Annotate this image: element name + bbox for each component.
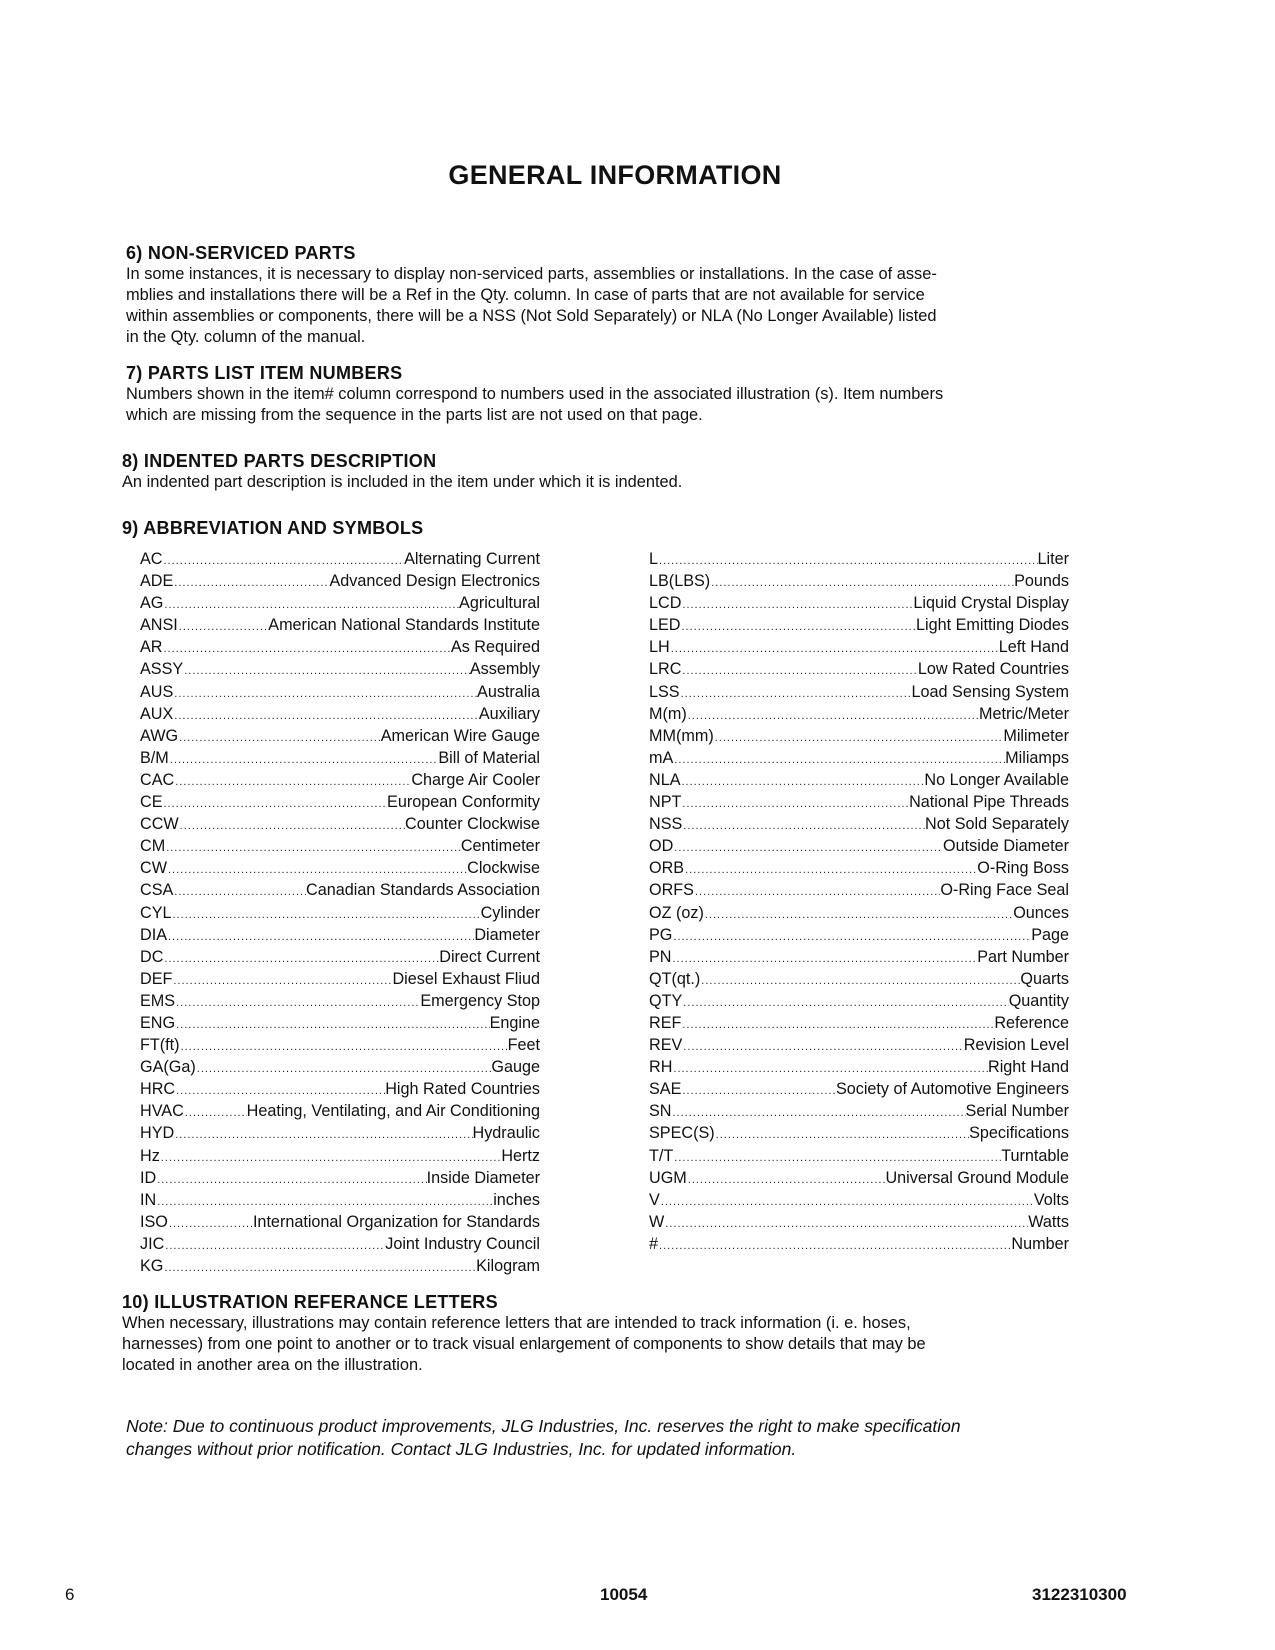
dot-leader xyxy=(160,1152,502,1164)
abbreviation-code: MM(mm) xyxy=(649,726,714,745)
paragraph-line: When necessary, illustrations may contain reference letters that are intended to track information (i. e. hoses, xyxy=(122,1314,911,1332)
abbreviation-meaning: No Longer Available xyxy=(924,770,1069,789)
abbreviation-row xyxy=(649,881,1069,903)
section-non-serviced-parts xyxy=(126,243,1086,348)
abbreviation-meaning: Society of Automotive Engineers xyxy=(835,1080,1069,1099)
abbreviation-code: NPT xyxy=(649,793,682,812)
dot-leader xyxy=(173,577,329,589)
dot-leader xyxy=(163,1262,476,1274)
dot-leader xyxy=(658,555,1037,567)
abbreviation-meaning: O-Ring Face Seal xyxy=(940,881,1069,900)
section-abbreviations-heading xyxy=(122,518,1082,539)
abbreviation-row xyxy=(649,793,1069,815)
abbreviation-code: mA xyxy=(649,748,674,767)
abbreviation-code: CM xyxy=(140,837,166,856)
abbreviation-meaning: As Required xyxy=(450,638,540,657)
abbreviation-meaning: O-Ring Boss xyxy=(977,859,1069,878)
abbreviation-code: # xyxy=(649,1234,659,1253)
dot-leader xyxy=(682,997,1008,1009)
note-line: Note: Due to continuous product improvements, JLG Industries, Inc. reserves the right to make specification xyxy=(126,1416,961,1436)
footer-page-number: 6 xyxy=(65,1585,75,1604)
dot-leader xyxy=(163,953,439,965)
abbreviation-row xyxy=(140,1080,540,1102)
abbreviation-code: Hz xyxy=(140,1146,160,1165)
abbreviation-meaning: American Wire Gauge xyxy=(380,726,540,745)
abbreviation-row xyxy=(649,1124,1069,1146)
paragraph-line: within assemblies or components, there will be a NSS (Not Sold Separately) or NLA (No Longer Available) listed xyxy=(126,307,937,325)
abbreviation-row xyxy=(649,1036,1069,1058)
abbreviation-row xyxy=(140,1014,540,1036)
abbreviation-row xyxy=(140,1213,540,1235)
abbreviation-meaning: Alternating Current xyxy=(404,550,540,568)
note xyxy=(126,1415,1126,1461)
abbreviation-meaning: Quantity xyxy=(1008,991,1069,1010)
abbreviation-code: HRC xyxy=(140,1080,176,1099)
abbreviation-meaning: Bill of Material xyxy=(438,748,540,767)
abbreviation-meaning: Page xyxy=(1031,925,1069,944)
abbreviation-meaning: Pounds xyxy=(1014,572,1069,591)
dot-leader xyxy=(681,1019,994,1031)
abbreviation-meaning: Universal Ground Module xyxy=(885,1168,1069,1187)
abbreviation-code: ADE xyxy=(140,572,174,591)
abbreviation-row xyxy=(140,948,540,970)
abbreviation-code: LB(LBS) xyxy=(649,572,711,591)
dot-leader xyxy=(168,1218,253,1230)
section-heading: 7) PARTS LIST ITEM NUMBERS xyxy=(126,363,403,383)
dot-leader xyxy=(682,820,925,832)
abbreviation-code: AG xyxy=(140,594,164,613)
abbreviation-meaning: Charge Air Cooler xyxy=(411,770,540,789)
abbreviation-meaning: Load Sensing System xyxy=(911,682,1069,701)
dot-leader xyxy=(175,997,420,1009)
abbreviation-row xyxy=(140,1257,540,1279)
dot-leader xyxy=(682,1041,963,1053)
abbreviation-row xyxy=(649,749,1069,771)
abbreviation-meaning: Inside Diameter xyxy=(426,1168,540,1187)
abbreviation-code: CSA xyxy=(140,881,174,900)
abbreviation-meaning: Ounces xyxy=(1013,903,1069,922)
dot-leader xyxy=(163,555,405,567)
abbreviation-meaning: Australia xyxy=(477,682,540,701)
abbreviation-row xyxy=(140,1191,540,1213)
abbreviation-row xyxy=(649,1169,1069,1191)
abbreviation-row xyxy=(649,1014,1069,1036)
abbreviation-meaning: Metric/Meter xyxy=(979,704,1069,723)
abbreviation-row xyxy=(649,660,1069,682)
dot-leader xyxy=(180,1041,508,1053)
abbreviation-meaning: Outside Diameter xyxy=(943,837,1069,856)
abbreviation-row xyxy=(140,705,540,727)
abbreviation-code: AUS xyxy=(140,682,174,701)
paragraph-line: which are missing from the sequence in the parts list are not used on that page. xyxy=(126,406,703,424)
abbreviation-meaning: Serial Number xyxy=(965,1102,1069,1121)
dot-leader xyxy=(664,1218,1028,1230)
dot-leader xyxy=(687,710,979,722)
abbreviation-row xyxy=(649,815,1069,837)
abbreviation-code: DEF xyxy=(140,969,173,988)
abbreviation-code: PG xyxy=(649,925,673,944)
abbreviation-meaning: Cylinder xyxy=(480,903,540,922)
abbreviation-meaning: Turntable xyxy=(1001,1146,1069,1165)
paragraph-line: In some instances, it is necessary to display non-serviced parts, assemblies or installations. In the case of asse- xyxy=(126,265,937,283)
abbreviation-code: ENG xyxy=(140,1013,176,1032)
dot-leader xyxy=(684,864,977,876)
dot-leader xyxy=(172,909,481,921)
dot-leader xyxy=(681,665,917,677)
abbreviation-meaning: Watts xyxy=(1028,1212,1069,1231)
dot-leader xyxy=(163,798,388,810)
abbreviation-row xyxy=(140,771,540,793)
abbreviation-code: AUX xyxy=(140,704,174,723)
abbreviation-row xyxy=(140,1102,540,1124)
note-line: changes without prior notification. Contact JLG Industries, Inc. for updated information. xyxy=(126,1439,797,1459)
abbreviation-row xyxy=(649,550,1069,572)
paragraph-line: Numbers shown in the item# column correspond to numbers used in the associated illustration (s). Item numbers xyxy=(126,385,944,403)
abbreviation-meaning: Quarts xyxy=(1020,969,1069,988)
abbreviation-code: EMS xyxy=(140,991,176,1010)
abbreviation-row xyxy=(649,904,1069,926)
abbreviation-code: ORFS xyxy=(649,881,694,900)
dot-leader xyxy=(694,886,940,898)
abbreviation-code: ORB xyxy=(649,859,685,878)
abbreviation-code: T/T xyxy=(649,1146,674,1165)
dot-leader xyxy=(672,1063,988,1075)
dot-leader xyxy=(174,1129,472,1141)
abbreviation-row xyxy=(140,793,540,815)
abbreviation-row xyxy=(649,970,1069,992)
dot-leader xyxy=(169,754,439,766)
abbreviation-code: SPEC(S) xyxy=(649,1124,715,1143)
abbreviation-row xyxy=(140,837,540,859)
dot-leader xyxy=(163,643,451,655)
dot-leader xyxy=(672,931,1031,943)
section-heading: 8) INDENTED PARTS DESCRIPTION xyxy=(122,451,437,471)
abbreviation-row xyxy=(140,1058,540,1080)
abbreviation-meaning: Emergency Stop xyxy=(420,991,540,1010)
abbreviation-code: DIA xyxy=(140,925,167,944)
abbreviation-code: AWG xyxy=(140,726,179,745)
paragraph-line: mblies and installations there will be a Ref in the Qty. column. In case of parts that are not available for service xyxy=(126,286,925,304)
dot-leader xyxy=(173,688,477,700)
dot-leader xyxy=(184,1107,247,1119)
abbreviation-meaning: Miliamps xyxy=(1005,748,1069,767)
abbreviation-row xyxy=(140,638,540,660)
abbreviation-code: QTY xyxy=(649,991,683,1010)
dot-leader xyxy=(673,754,1005,766)
abbreviation-code: W xyxy=(649,1212,665,1231)
abbreviation-code: FT(ft) xyxy=(140,1036,180,1055)
abbreviation-meaning: Direct Current xyxy=(439,947,540,966)
abbreviation-meaning: Counter Clockwise xyxy=(405,815,540,834)
abbreviation-meaning: Centimeter xyxy=(460,837,540,856)
abbreviation-row xyxy=(649,1102,1069,1124)
abbreviation-meaning: Auxiliary xyxy=(478,704,540,723)
abbreviation-row xyxy=(140,926,540,948)
abbreviation-row xyxy=(140,550,540,572)
dot-leader xyxy=(179,820,405,832)
abbreviation-code: LH xyxy=(649,638,670,657)
abbreviation-row xyxy=(140,1235,540,1257)
abbreviation-meaning: Volts xyxy=(1033,1190,1069,1209)
abbreviation-meaning: Diameter xyxy=(474,925,540,944)
abbreviation-code: M(m) xyxy=(649,704,687,723)
dot-leader xyxy=(173,710,479,722)
abbreviation-meaning: Kilogram xyxy=(476,1257,540,1275)
dot-leader xyxy=(178,732,381,744)
dot-leader xyxy=(673,842,943,854)
abbreviation-meaning: Number xyxy=(1011,1234,1069,1253)
section-heading: 9) ABBREVIATION AND SYMBOLS xyxy=(122,518,424,538)
abbreviation-meaning: Part Number xyxy=(977,947,1069,966)
abbreviation-code: CE xyxy=(140,793,163,812)
dot-leader xyxy=(178,621,268,633)
abbreviation-row xyxy=(649,1213,1069,1235)
dot-leader xyxy=(681,1085,836,1097)
section-indented-parts-description xyxy=(122,451,1082,493)
dot-leader xyxy=(672,1107,966,1119)
abbreviation-list-right xyxy=(649,550,1069,1257)
abbreviation-row xyxy=(649,948,1069,970)
abbreviation-code: ASSY xyxy=(140,660,184,679)
abbreviation-code: JIC xyxy=(140,1234,165,1253)
abbreviation-row xyxy=(140,660,540,682)
abbreviation-row xyxy=(140,572,540,594)
abbreviation-code: HYD xyxy=(140,1124,175,1143)
abbreviation-row xyxy=(140,881,540,903)
dot-leader xyxy=(173,886,306,898)
abbreviation-meaning: American National Standards Institute xyxy=(268,616,540,635)
abbreviation-row xyxy=(140,815,540,837)
abbreviation-code: CCW xyxy=(140,815,179,834)
abbreviation-meaning: Engine xyxy=(489,1013,540,1032)
abbreviation-meaning: Liter xyxy=(1037,550,1069,568)
abbreviation-code: LRC xyxy=(649,660,682,679)
footer-center-code: 10054 xyxy=(600,1585,648,1604)
abbreviation-list-left xyxy=(140,550,540,1279)
abbreviation-code: AC xyxy=(140,550,163,568)
abbreviation-code: REF xyxy=(649,1013,682,1032)
abbreviation-meaning: Agricultural xyxy=(459,594,540,613)
dot-leader xyxy=(183,665,470,677)
abbreviation-row xyxy=(649,1191,1069,1213)
abbreviation-meaning: Light Emitting Diodes xyxy=(916,616,1069,635)
abbreviation-row xyxy=(649,1058,1069,1080)
abbreviation-meaning: National Pipe Threads xyxy=(909,793,1069,812)
abbreviation-meaning: Liquid Crystal Display xyxy=(913,594,1069,613)
abbreviation-row xyxy=(649,683,1069,705)
abbreviation-row xyxy=(649,638,1069,660)
abbreviation-code: HVAC xyxy=(140,1102,184,1121)
abbreviation-row xyxy=(140,992,540,1014)
abbreviation-code: SAE xyxy=(649,1080,682,1099)
abbreviation-code: REV xyxy=(649,1036,683,1055)
dot-leader xyxy=(680,688,912,700)
abbreviation-row xyxy=(140,904,540,926)
abbreviation-code: QT(qt.) xyxy=(649,969,701,988)
abbreviation-code: CYL xyxy=(140,903,172,922)
dot-leader xyxy=(172,975,392,987)
dot-leader xyxy=(658,1240,1011,1252)
dot-leader xyxy=(681,798,909,810)
dot-leader xyxy=(673,1152,1001,1164)
abbreviation-row xyxy=(649,727,1069,749)
abbreviation-meaning: Diesel Exhaust Fliud xyxy=(392,969,540,988)
abbreviation-meaning: Gauge xyxy=(491,1058,540,1077)
abbreviation-row xyxy=(140,683,540,705)
paragraph-line: in the Qty. column of the manual. xyxy=(126,328,366,346)
abbreviation-meaning: Reference xyxy=(994,1013,1069,1032)
dot-leader xyxy=(156,1196,493,1208)
dot-leader xyxy=(681,621,917,633)
dot-leader xyxy=(163,599,459,611)
abbreviation-meaning: Milimeter xyxy=(1003,726,1069,745)
abbreviation-row xyxy=(649,594,1069,616)
abbreviation-row xyxy=(140,1147,540,1169)
abbreviation-code: UGM xyxy=(649,1168,687,1187)
paragraph-line: located in another area on the illustration. xyxy=(122,1356,423,1374)
abbreviation-code: NSS xyxy=(649,815,683,834)
abbreviation-code: V xyxy=(649,1190,660,1209)
abbreviation-code: LED xyxy=(649,616,681,635)
dot-leader xyxy=(175,1019,490,1031)
abbreviation-row xyxy=(140,1036,540,1058)
dot-leader xyxy=(700,975,1020,987)
abbreviation-code: GA(Ga) xyxy=(140,1058,196,1077)
abbreviation-row xyxy=(649,992,1069,1014)
dot-leader xyxy=(165,842,461,854)
abbreviation-code: OZ (oz) xyxy=(649,903,704,922)
dot-leader xyxy=(660,1196,1034,1208)
abbreviation-meaning: Revision Level xyxy=(963,1036,1069,1055)
abbreviation-code: SN xyxy=(649,1102,672,1121)
abbreviation-code: LCD xyxy=(649,594,682,613)
dot-leader xyxy=(167,931,474,943)
abbreviation-row xyxy=(649,1080,1069,1102)
abbreviation-meaning: High Rated Countries xyxy=(385,1080,540,1099)
dot-leader xyxy=(681,599,913,611)
abbreviation-row xyxy=(649,771,1069,793)
paragraph-line: harnesses) from one point to another or to track visual enlargement of components to show details that may be xyxy=(122,1335,926,1353)
dot-leader xyxy=(681,776,925,788)
dot-leader xyxy=(670,643,999,655)
abbreviation-code: AR xyxy=(140,638,163,657)
abbreviation-code: RH xyxy=(649,1058,673,1077)
dot-leader xyxy=(164,1240,385,1252)
abbreviation-meaning: International Organization for Standards xyxy=(252,1212,540,1231)
abbreviation-meaning: inches xyxy=(493,1190,540,1209)
abbreviation-meaning: Not Sold Separately xyxy=(925,815,1069,834)
abbreviation-meaning: Right Hand xyxy=(988,1058,1069,1077)
abbreviation-code: OD xyxy=(649,837,674,856)
abbreviation-meaning: Hertz xyxy=(501,1146,540,1165)
section-heading: 10) ILLUSTRATION REFERANCE LETTERS xyxy=(122,1292,498,1312)
abbreviation-row xyxy=(649,1235,1069,1257)
abbreviation-meaning: Hydraulic xyxy=(472,1124,540,1143)
dot-leader xyxy=(715,1129,969,1141)
abbreviation-meaning: Feet xyxy=(507,1036,540,1055)
section-illustration-reference-letters xyxy=(122,1292,1082,1376)
dot-leader xyxy=(710,577,1014,589)
abbreviation-code: ISO xyxy=(140,1212,168,1231)
abbreviation-code: DC xyxy=(140,947,164,966)
dot-leader xyxy=(174,776,411,788)
abbreviation-meaning: Heating, Ventilating, and Air Conditioning xyxy=(246,1102,540,1121)
section-parts-list-item-numbers xyxy=(126,363,1086,426)
abbreviation-meaning: Left Hand xyxy=(998,638,1069,657)
section-heading: 6) NON-SERVICED PARTS xyxy=(126,243,356,263)
abbreviation-code: IN xyxy=(140,1190,157,1209)
abbreviation-code: KG xyxy=(140,1257,164,1275)
abbreviation-code: CW xyxy=(140,859,167,878)
abbreviation-row xyxy=(140,616,540,638)
abbreviation-row xyxy=(649,837,1069,859)
abbreviation-row xyxy=(649,1147,1069,1169)
abbreviation-code: L xyxy=(649,550,659,568)
abbreviation-row xyxy=(649,616,1069,638)
dot-leader xyxy=(156,1174,426,1186)
dot-leader xyxy=(672,953,978,965)
abbreviation-row xyxy=(649,859,1069,881)
abbreviation-row xyxy=(140,1124,540,1146)
footer-document-number: 3122310300 xyxy=(1032,1585,1127,1604)
abbreviation-code: ID xyxy=(140,1168,157,1187)
dot-leader xyxy=(704,909,1013,921)
abbreviation-code: PN xyxy=(649,947,672,966)
abbreviation-meaning: European Conformity xyxy=(387,793,540,812)
abbreviation-meaning: Advanced Design Electronics xyxy=(329,572,540,591)
abbreviation-row xyxy=(140,594,540,616)
abbreviation-row xyxy=(140,749,540,771)
abbreviation-meaning: Specifications xyxy=(969,1124,1069,1143)
abbreviation-row xyxy=(649,572,1069,594)
abbreviation-meaning: Clockwise xyxy=(467,859,540,878)
abbreviation-meaning: Assembly xyxy=(469,660,540,679)
abbreviation-code: B/M xyxy=(140,748,169,767)
abbreviation-row xyxy=(140,859,540,881)
page-title: GENERAL INFORMATION xyxy=(448,160,782,190)
abbreviation-code: CAC xyxy=(140,770,175,789)
dot-leader xyxy=(175,1085,385,1097)
dot-leader xyxy=(196,1063,492,1075)
abbreviation-code: LSS xyxy=(649,682,680,701)
abbreviation-code: NLA xyxy=(649,770,681,789)
dot-leader xyxy=(167,864,467,876)
dot-leader xyxy=(687,1174,886,1186)
paragraph-line: An indented part description is included in the item under which it is indented. xyxy=(122,473,683,491)
abbreviation-meaning: Canadian Standards Association xyxy=(306,881,540,900)
abbreviation-row xyxy=(140,1169,540,1191)
dot-leader xyxy=(714,732,1004,744)
abbreviation-row xyxy=(140,727,540,749)
abbreviation-row xyxy=(649,705,1069,727)
abbreviation-meaning: Joint Industry Council xyxy=(385,1234,540,1253)
abbreviation-code: ANSI xyxy=(140,616,178,635)
abbreviation-row xyxy=(649,926,1069,948)
abbreviation-meaning: Low Rated Countries xyxy=(917,660,1069,679)
abbreviation-row xyxy=(140,970,540,992)
